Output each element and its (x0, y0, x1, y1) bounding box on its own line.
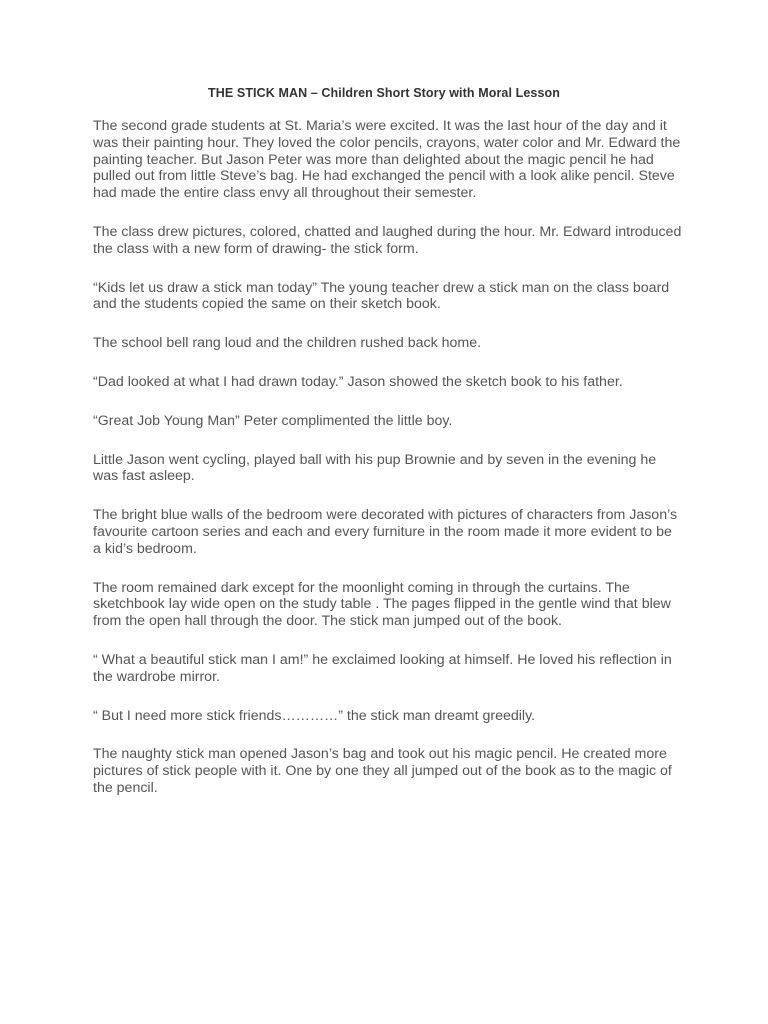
story-paragraph: “ What a beautiful stick man I am!” he exclaimed looking at himself. He loved his reflection in the wardrobe mirror. (93, 651, 672, 685)
story-paragraph: The school bell rang loud and the children rushed back home. (93, 335, 482, 352)
story-paragraph: “Kids let us draw a stick man today” The young teacher drew a stick man on the class board and the students copied the same on their sketch book. (93, 279, 670, 313)
story-paragraph: “Dad looked at what I had drawn today.” Jason showed the sketch book to his father. (93, 373, 623, 390)
story-paragraph: “Great Job Young Man” Peter complimented the little boy. (93, 412, 453, 429)
story-paragraph: Little Jason went cycling, played ball with his pup Brownie and by seven in the evening he was fast asleep. (93, 451, 657, 485)
story-paragraph: The naughty stick man opened Jason’s bag and took out his magic pencil. He created more pictures of stick people with it. One by one they all jumped out of the book as to the magic of the pencil. (93, 746, 672, 796)
story-paragraph: The class drew pictures, colored, chatted and laughed during the hour. Mr. Edward introduced the class with a new form of drawing- the stick form. (93, 223, 682, 257)
document-title: THE STICK MAN – Children Short Story with Moral Lesson (208, 86, 560, 100)
story-body (93, 118, 683, 819)
story-paragraph: The second grade students at St. Maria’s were excited. It was the last hour of the day and it was their painting hour. They loved the color pencils, crayons, water color and Mr. Edward the painting teacher. But Jason Peter was more than delighted about the magic pencil he had pulled out from little Steve’s bag. He had exchanged the pencil with a look alike pencil. Steve had made the entire class envy all throughout their semester. (93, 118, 681, 202)
story-paragraph: The room remained dark except for the moonlight coming in through the curtains. The sketchbook lay wide open on the study table . The pages flipped in the gentle wind that blew from the open hall through the door. The stick man jumped out of the book. (93, 579, 671, 630)
story-paragraph: The bright blue walls of the bedroom were decorated with pictures of characters from Jason’s favourite cartoon series and each and every furniture in the room made it more evident to be a kid’s bedroom. (93, 507, 678, 557)
story-paragraph: “ But I need more stick friends…………” the stick man dreamt greedily. (93, 707, 536, 724)
